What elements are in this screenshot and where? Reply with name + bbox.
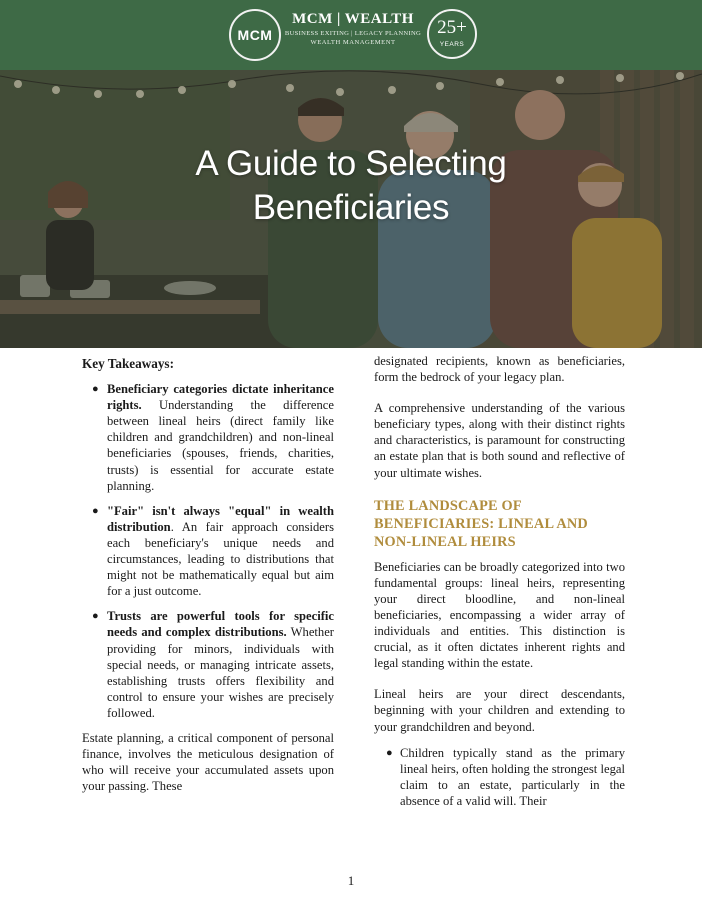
intro-paragraph: Estate planning, a critical component of personal finance, involves the meticulous designation of who will receive your accumulated assets upon your passing. These [82,730,334,794]
bullet-icon: ● [386,746,393,759]
list-item [374,745,625,809]
takeaway-body: Whether providing for minors, individuals with special needs, or managing intricate assets, establishing trusts offers flexibility and control to ensure your wishes are precisely followed. [107,625,334,720]
children-bullet-text: Children typically stand as the primary lineal heirs, often holding the strongest legal claim to an estate, particularly in the absence of a valid will. Their [400,745,625,808]
page-number: 1 [347,873,355,888]
brand-tagline-2: WEALTH MANAGEMENT [310,39,396,46]
takeaway-item [82,381,334,494]
years-label: YEARS [439,41,465,48]
years-badge [427,9,477,59]
bullet-icon: ● [92,610,99,623]
categories-paragraph: Beneficiaries can be broadly categorized into two fundamental groups: lineal heirs, representing your direct bloodline, and non-lineal beneficiaries, encompassing a wider array of individuals and entities. This distinction is crucial, as it often dictates inherent rights and legal standing within the estate. [374,559,625,671]
brand-tagline: BUSINESS EXITING | LEGACY PLANNING [284,30,422,37]
takeaway-bold-lead: Beneficiary categories dictate inheritance rights. [107,382,334,413]
understanding-paragraph: A comprehensive understanding of the various beneficiary types, along with their distinct rights and characteristics, is paramount for constructing an estate plan that is both sound and reflective of your ultimate wishes. [374,401,625,480]
bullet-icon: ● [92,504,99,517]
mcm-logo: MCM [229,9,281,61]
header-band [0,0,702,70]
takeaway-item [82,608,334,721]
takeaway-item [82,503,334,600]
title-line-1: A Guide to Selecting [195,144,507,183]
page-title [0,142,702,230]
bullet-icon: ● [92,383,99,396]
takeaway-body: . An fair approach considers each beneficiary's unique needs and circumstances, leading to distributions that might not be mathematically equal but aim for a just outcome. [107,519,334,599]
continuation-paragraph: designated recipients, known as beneficiaries, form the bedrock of your legacy plan. [374,354,625,385]
takeaway-body: Understanding the difference between lineal heirs (direct family like children and grandchildren) and non-lineal beneficiaries (spouses, friends, charities, trusts) is essential for accurate estate planning. [107,398,334,493]
key-takeaways-heading: Key Takeaways: [82,356,174,371]
section-heading: THE LANDSCAPE OF BENEFICIARIES: LINEAL AND NON-LINEAL HEIRS [374,497,588,550]
title-line-2: Beneficiaries [252,188,450,227]
hero-photo [0,70,702,348]
left-column [82,356,334,794]
takeaway-bold-lead: "Fair" isn't always "equal" in wealth distribution [107,503,334,534]
right-column [374,353,625,809]
takeaway-bold-lead: Trusts are powerful tools for specific needs and complex distributions. [107,609,334,640]
takeaways-list [82,381,334,721]
years-number: 25+ [437,17,467,38]
lineal-heirs-list [374,745,625,809]
lineal-heirs-paragraph: Lineal heirs are your direct descendants, beginning with your children and extending to your grandchildren and beyond. [374,687,625,734]
brand-name: MCM | WEALTH [292,11,414,27]
